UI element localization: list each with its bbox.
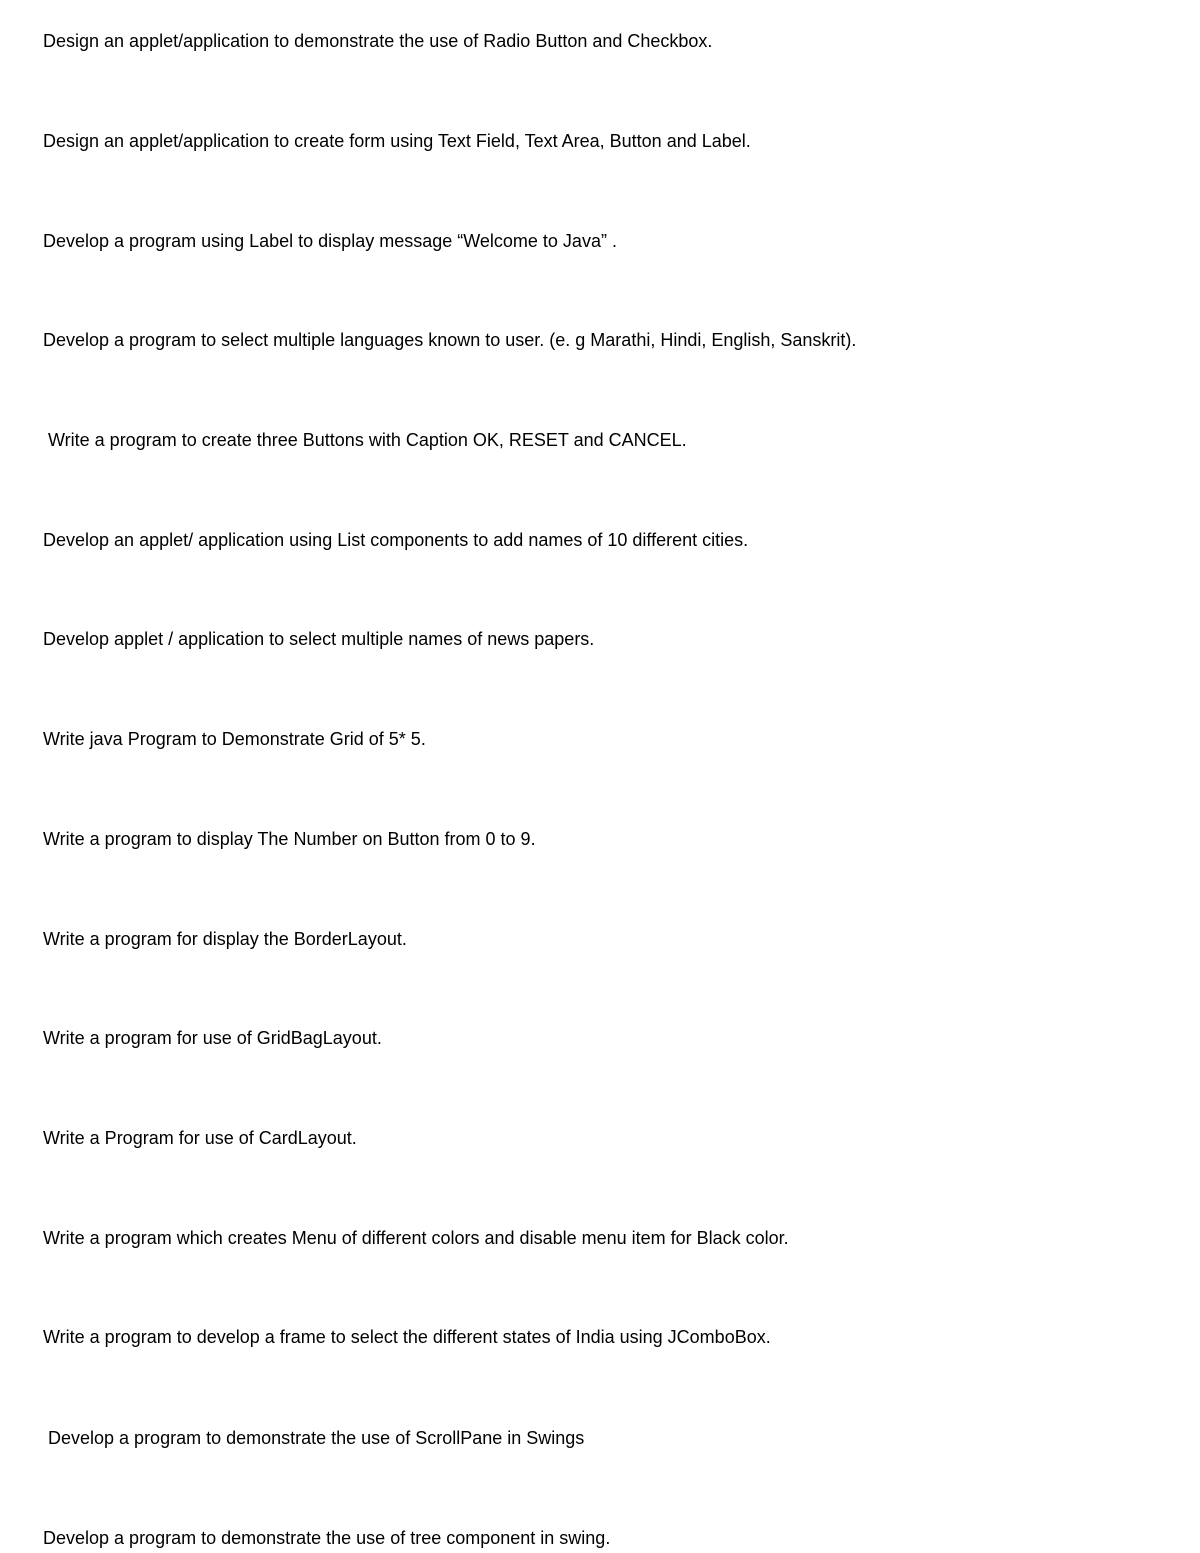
question-6: Develop an applet/ application using List components to add names of 10 different cities. <box>43 530 749 550</box>
question-9: Write a program to display The Number on Button from 0 to 9. <box>43 829 536 849</box>
question-11: Write a program for use of GridBagLayout. <box>43 1028 382 1048</box>
question-3: Develop a program using Label to display message “Welcome to Java” . <box>43 231 617 251</box>
question-15: Develop a program to demonstrate the use of ScrollPane in Swings <box>48 1428 585 1448</box>
question-7: Develop applet / application to select multiple names of news papers. <box>43 629 595 649</box>
question-1: Design an applet/application to demonstrate the use of Radio Button and Checkbox. <box>43 31 713 51</box>
question-13: Write a program which creates Menu of different colors and disable menu item for Black color. <box>43 1228 789 1248</box>
question-5: Write a program to create three Buttons with Caption OK, RESET and CANCEL. <box>48 430 687 450</box>
question-4: Develop a program to select multiple languages known to user. (e. g Marathi, Hindi, English, Sanskrit). <box>43 330 857 350</box>
question-2: Design an applet/application to create form using Text Field, Text Area, Button and Label. <box>43 131 751 151</box>
question-10: Write a program for display the BorderLayout. <box>43 929 407 949</box>
question-8: Write java Program to Demonstrate Grid of 5* 5. <box>43 729 426 749</box>
question-14: Write a program to develop a frame to select the different states of India using JComboBox. <box>43 1327 771 1347</box>
question-12: Write a Program for use of CardLayout. <box>43 1128 357 1148</box>
question-16: Develop a program to demonstrate the use of tree component in swing. <box>43 1528 611 1548</box>
